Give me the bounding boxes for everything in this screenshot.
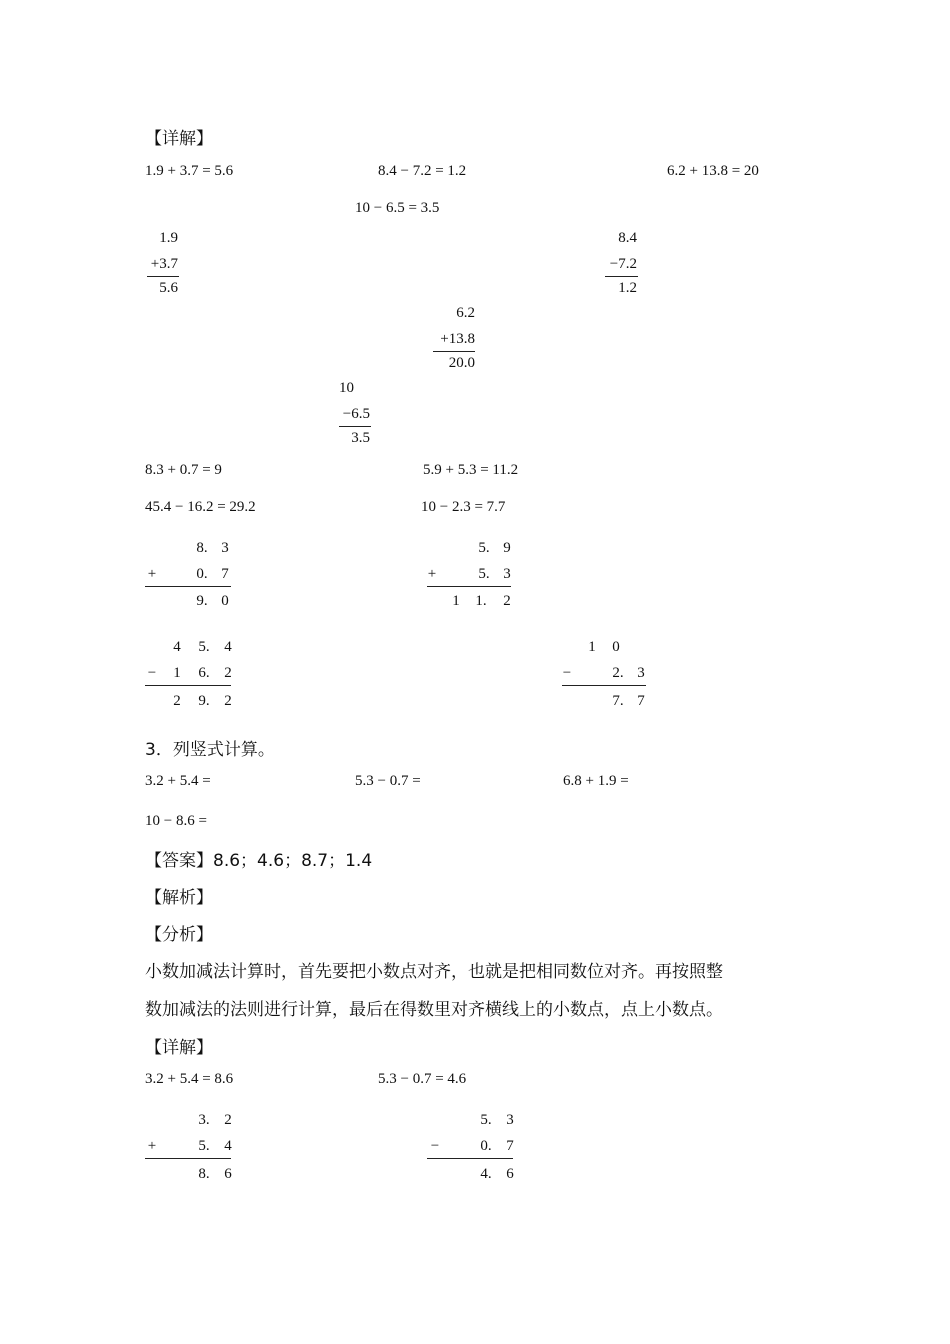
digit: 8. <box>196 540 208 556</box>
digit: 0 <box>612 639 620 655</box>
equation: 6.2 + 13.8 = 20 <box>667 163 759 179</box>
digit: 2 <box>224 665 232 681</box>
analysis-line-2: 数加减法的法则进行计算，最后在得数里对齐横线上的小数点，点上小数点。 <box>145 1000 723 1020</box>
digit: 1 <box>588 639 596 655</box>
fenxi-heading: 【分析】 <box>145 925 213 945</box>
digit: 9. <box>196 593 208 609</box>
sum-line <box>147 276 179 277</box>
digit: 8. <box>198 1166 210 1182</box>
problem: 10 − 8.6 = <box>145 813 207 829</box>
operator: − <box>430 1138 440 1154</box>
equation: 10 − 2.3 = 7.7 <box>421 499 506 515</box>
vertical-result: 5.6 <box>159 280 178 296</box>
digit: 7 <box>221 566 229 582</box>
digit: 3. <box>198 1112 210 1128</box>
digit: 2 <box>224 1112 232 1128</box>
answer: 【答案】8.6；4.6；8.7；1.4 <box>145 851 373 871</box>
digit: 7. <box>612 693 624 709</box>
equation: 10 − 6.5 = 3.5 <box>355 200 440 216</box>
sum-line <box>433 351 475 352</box>
equation: 1.9 + 3.7 = 5.6 <box>145 163 234 179</box>
digit: 2 <box>503 593 511 609</box>
digit: 3 <box>506 1112 514 1128</box>
digit: 1 <box>452 593 460 609</box>
digit: 7 <box>506 1138 514 1154</box>
vertical-operand: 8.4 <box>618 230 637 246</box>
equation: 5.3 − 0.7 = 4.6 <box>378 1071 467 1087</box>
digit: 1. <box>475 593 487 609</box>
equation: 8.4 − 7.2 = 1.2 <box>378 163 467 179</box>
digit: 4 <box>173 639 181 655</box>
digit: 5. <box>478 566 490 582</box>
operator: + <box>147 1138 157 1154</box>
digit: 4 <box>224 1138 232 1154</box>
digit: 5. <box>198 1138 210 1154</box>
vertical-operand: +13.8 <box>440 331 475 347</box>
problem: 6.8 + 1.9 = <box>563 773 629 789</box>
digit: 4 <box>224 639 232 655</box>
digit: 1 <box>173 665 181 681</box>
vertical-operand: +3.7 <box>150 256 178 272</box>
problem: 5.3 − 0.7 = <box>355 773 421 789</box>
equation: 3.2 + 5.4 = 8.6 <box>145 1071 234 1087</box>
operator: − <box>562 665 572 681</box>
vertical-result: 20.0 <box>448 355 475 371</box>
sum-line <box>145 685 231 686</box>
equation: 5.9 + 5.3 = 11.2 <box>423 462 519 478</box>
detail-heading: 【详解】 <box>145 1038 213 1058</box>
digit: 6. <box>198 665 210 681</box>
sum-line <box>427 1158 513 1159</box>
question-title: 3．列竖式计算。 <box>145 740 275 760</box>
vertical-result: 1.2 <box>618 280 637 296</box>
digit: 5. <box>198 639 210 655</box>
digit: 6 <box>506 1166 514 1182</box>
digit: 2. <box>612 665 624 681</box>
vertical-result: 3.5 <box>351 430 370 446</box>
vertical-operand: 1.9 <box>159 230 178 246</box>
digit: 0 <box>221 593 229 609</box>
digit: 3 <box>221 540 229 556</box>
digit: 3 <box>503 566 511 582</box>
digit: 9. <box>198 693 210 709</box>
sum-line <box>339 426 371 427</box>
vertical-operand: 6.2 <box>456 305 475 321</box>
jiexi-heading: 【解析】 <box>145 888 213 908</box>
vertical-operand: −7.2 <box>609 256 637 272</box>
digit: 0. <box>480 1138 492 1154</box>
equation: 8.3 + 0.7 = 9 <box>145 462 222 478</box>
sum-line <box>427 586 511 587</box>
digit: 0. <box>196 566 208 582</box>
problem: 3.2 + 5.4 = <box>145 773 211 789</box>
detail-heading: 【详解】 <box>145 129 213 149</box>
digit: 4. <box>480 1166 492 1182</box>
digit: 5. <box>480 1112 492 1128</box>
vertical-operand: −6.5 <box>342 406 370 422</box>
analysis-line-1: 小数加减法计算时，首先要把小数点对齐，也就是把相同数位对齐。再按照整 <box>145 962 723 982</box>
digit: 7 <box>637 693 645 709</box>
digit: 3 <box>637 665 645 681</box>
operator: − <box>147 665 157 681</box>
sum-line <box>145 586 231 587</box>
vertical-operand: 10 <box>339 380 354 396</box>
operator: + <box>147 566 157 582</box>
operator: + <box>427 566 437 582</box>
sum-line <box>562 685 646 686</box>
digit: 9 <box>503 540 511 556</box>
sum-line <box>605 276 638 277</box>
equation: 45.4 − 16.2 = 29.2 <box>145 499 256 515</box>
digit: 6 <box>224 1166 232 1182</box>
digit: 2 <box>173 693 181 709</box>
digit: 2 <box>224 693 232 709</box>
digit: 5. <box>478 540 490 556</box>
sum-line <box>145 1158 231 1159</box>
